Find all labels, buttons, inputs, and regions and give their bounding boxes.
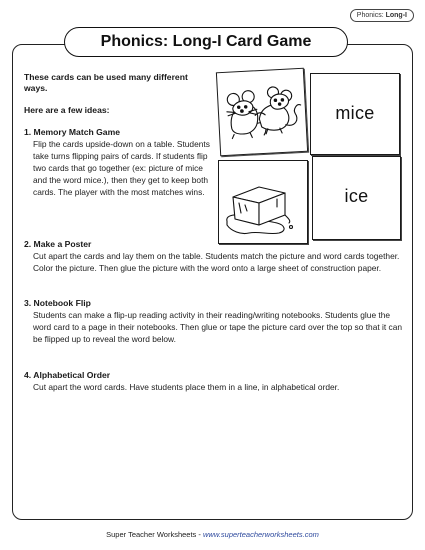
section-notebook-flip (24, 298, 409, 345)
section-title: 3. Notebook Flip (24, 298, 91, 308)
section-title: 1. Memory Match Game (24, 127, 120, 137)
footer (0, 530, 425, 539)
intro-text: These cards can be used many different ways. (24, 72, 188, 93)
section-alphabetical-order (24, 370, 409, 393)
section-memory-match (24, 127, 214, 198)
section-body: Cut apart the word cards. Have students place them in a line, in alphabetical order. (33, 382, 340, 392)
section-make-poster (24, 239, 409, 274)
ideas-heading: Here are a few ideas: (24, 105, 110, 115)
topic-tag-label: Phonics: (356, 12, 384, 19)
word-card-text: ice (344, 186, 369, 206)
footer-separator: - (196, 530, 203, 539)
topic-tag-topic: Long-I (385, 12, 407, 19)
section-body: Flip the cards upside-down on a table. Students take turns flipping pairs of cards. If students flip two cards that go together (ex: picture of mice and the word mice.), then they get to keep both cards. The player with the most matches wins. (33, 139, 210, 197)
section-body: Cut apart the cards and lay them on the table. Students match the picture and word cards together. Color the picture. Then glue the picture with the word onto a large sheet of construction paper. (33, 251, 400, 273)
footer-url-link[interactable]: www.superteacherworksheets.com (202, 530, 319, 539)
picture-card-ice (218, 160, 308, 244)
page-title: Phonics: Long-I Card Game (64, 27, 348, 57)
word-card-mice (310, 73, 400, 155)
footer-brand: Super Teacher Worksheets (106, 530, 197, 539)
word-card-text: mice (335, 103, 375, 123)
mice-illustration-icon (217, 69, 309, 157)
ice-cube-illustration-icon (219, 161, 309, 245)
section-title: 4. Alphabetical Order (24, 370, 111, 380)
section-title: 2. Make a Poster (24, 239, 92, 249)
word-card-ice (312, 156, 401, 240)
section-body: Students can make a flip-up reading activity in their reading/writing notebooks. Students glue the word card to a page in their notebooks. Then glue or tape the picture card over the top so that it can be flipped up to reveal the word below. (33, 310, 403, 344)
picture-card-mice (216, 68, 308, 156)
topic-tag (350, 9, 414, 22)
